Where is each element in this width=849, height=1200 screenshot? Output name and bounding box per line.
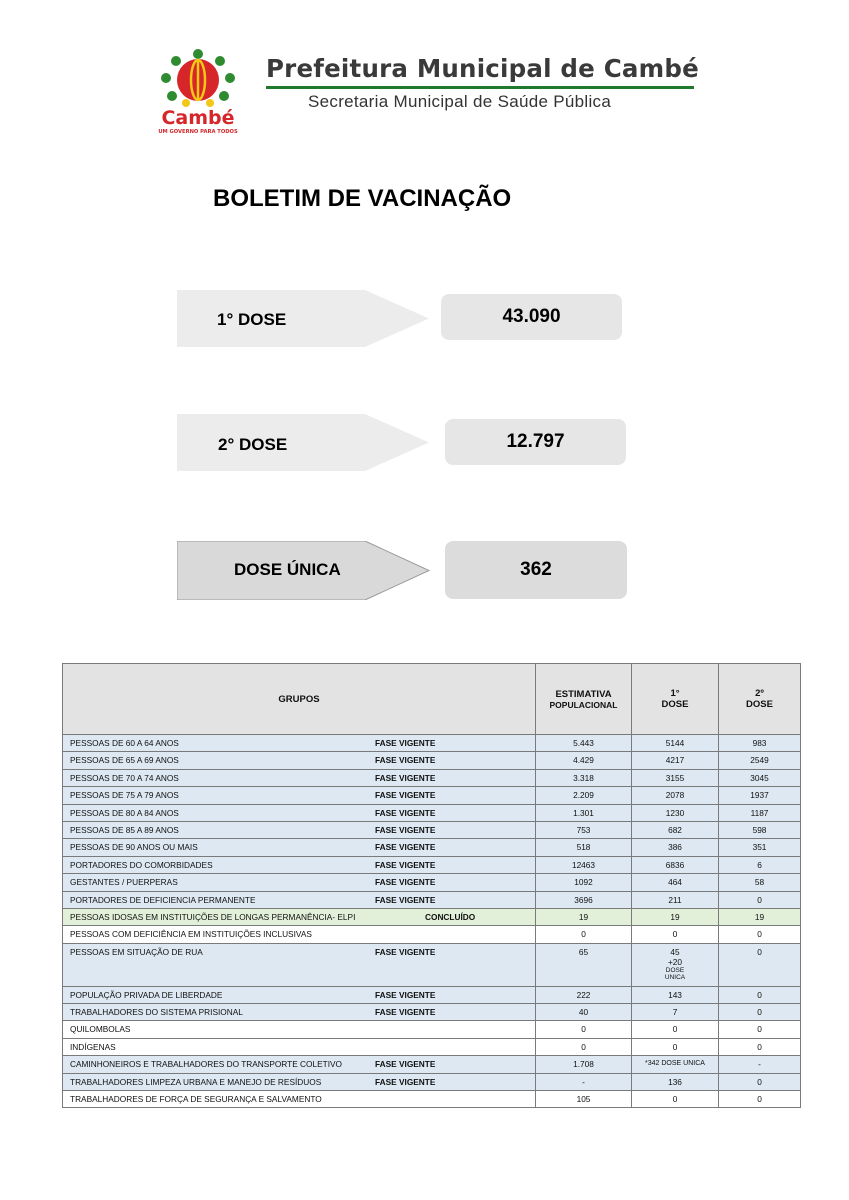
dose2-cell — [719, 874, 801, 891]
groups-header: GRUPOS — [63, 664, 536, 735]
group-name: TRABALHADORES LIMPEZA URBANA E MANEJO DE RESÍDUOS — [70, 1076, 322, 1087]
dose1-value: 386 — [668, 842, 682, 853]
dose1-cell — [632, 1091, 719, 1108]
dose1-value: 0 — [672, 1024, 678, 1035]
dose2-cell — [719, 1056, 801, 1073]
dose2-value: 0 — [757, 1094, 762, 1105]
dose1-cell — [632, 839, 719, 856]
dose2-cell — [719, 943, 801, 986]
dose1-value: 682 — [668, 824, 682, 835]
group-cell — [63, 787, 536, 804]
dose2-cell — [719, 787, 801, 804]
group-cell — [63, 908, 536, 925]
table-row — [63, 874, 801, 891]
group-name: POPULAÇÃO PRIVADA DE LIBERDADE — [70, 989, 223, 1000]
table-row — [63, 908, 801, 925]
dose1-value: 45 — [670, 946, 680, 957]
dose1-cell — [632, 1021, 719, 1038]
estimate-cell — [536, 821, 632, 838]
estimate-value: 19 — [578, 911, 589, 922]
dose1-cell — [632, 943, 719, 986]
table-row — [63, 1091, 801, 1108]
dose1-cell — [632, 1073, 719, 1090]
group-cell — [63, 986, 536, 1003]
estimate-value: 518 — [576, 842, 591, 853]
table-header-row — [63, 664, 801, 735]
estimate-cell — [536, 926, 632, 943]
dose1-value: 1230 — [665, 807, 685, 818]
dose1-cell — [632, 787, 719, 804]
dose1-value: 7 — [672, 1007, 678, 1018]
dose2-value: 351 — [752, 842, 767, 853]
dose1-cell — [632, 735, 719, 752]
estimate-value: 5.443 — [573, 738, 594, 748]
estimate-cell — [536, 804, 632, 821]
estimate-cell — [536, 908, 632, 925]
dose2-cell — [719, 1021, 801, 1038]
dose2-cell — [719, 752, 801, 769]
estimate-header-line1: ESTIMATIVA — [555, 688, 612, 700]
estimate-value: 222 — [576, 989, 591, 1000]
dose2-value: 598 — [752, 824, 767, 835]
table-row — [63, 752, 801, 769]
group-name: PESSOAS DE 70 A 74 ANOS — [70, 772, 179, 783]
group-cell — [63, 735, 536, 752]
dose1-value: 5144 — [665, 738, 685, 748]
dose2-cell — [719, 1091, 801, 1108]
dose2-value: 0 — [757, 989, 762, 1000]
table-row — [63, 1021, 801, 1038]
dose1-value: 143 — [668, 989, 682, 1000]
estimate-cell — [536, 856, 632, 873]
group-cell — [63, 1004, 536, 1021]
estimate-cell — [536, 891, 632, 908]
group-name: PESSOAS DE 80 A 84 ANOS — [70, 807, 179, 818]
dose1-cell — [632, 1056, 719, 1073]
phase-status: FASE VIGENTE — [375, 824, 436, 835]
dose2-cell — [719, 926, 801, 943]
estimate-value: 0 — [581, 1024, 586, 1035]
dose1-cell — [632, 874, 719, 891]
table-row — [63, 804, 801, 821]
group-name: INDÍGENAS — [70, 1041, 116, 1052]
dose1-header — [632, 664, 719, 735]
dose1-cell — [632, 769, 719, 786]
dose1-value: 4217 — [665, 755, 685, 766]
group-cell — [63, 856, 536, 873]
group-cell — [63, 1091, 536, 1108]
group-cell — [63, 821, 536, 838]
dose1-cell — [632, 1038, 719, 1055]
single-dose-label: DOSE ÚNICA — [234, 560, 341, 579]
dose2-value: 0 — [757, 894, 762, 905]
dose1-cell — [632, 986, 719, 1003]
dose2-header-line1: 2º — [755, 688, 764, 699]
estimate-value: 40 — [578, 1007, 589, 1018]
group-cell — [63, 769, 536, 786]
table-row — [63, 943, 801, 986]
table-row — [63, 926, 801, 943]
phase-status — [375, 1091, 535, 1107]
dose2-cell — [719, 839, 801, 856]
dose2-header — [719, 664, 801, 735]
phase-status: CONCLUÍDO — [425, 911, 476, 922]
dose2-cell — [719, 891, 801, 908]
estimate-value: 65 — [578, 946, 589, 957]
estimate-cell — [536, 839, 632, 856]
phase-status: FASE VIGENTE — [375, 1007, 436, 1018]
dose2-header-line2: DOSE — [746, 699, 773, 710]
dose1-cell — [632, 752, 719, 769]
group-name: TRABALHADORES DO SISTEMA PRISIONAL — [70, 1007, 243, 1018]
table-row — [63, 787, 801, 804]
dose2-value: 0 — [757, 1041, 762, 1052]
svg-text:Cambé: Cambé — [161, 107, 235, 129]
group-name: CAMINHONEIROS E TRABALHADORES DO TRANSPORTE COLETIVO — [70, 1059, 343, 1070]
phase-status: FASE VIGENTE — [375, 842, 436, 853]
phase-status: FASE VIGENTE — [375, 807, 436, 818]
phase-status: FASE VIGENTE — [375, 1076, 436, 1087]
estimate-value: 0 — [581, 929, 586, 940]
group-cell — [63, 943, 536, 986]
svg-text:UM GOVERNO PARA TODOS: UM GOVERNO PARA TODOS — [158, 129, 238, 135]
estimate-cell — [536, 1091, 632, 1108]
dose1-cell — [632, 821, 719, 838]
estimate-cell — [536, 752, 632, 769]
dose1-header-line2: DOSE — [661, 699, 689, 710]
estimate-cell — [536, 1004, 632, 1021]
estimate-cell — [536, 1038, 632, 1055]
second-dose-value: 12.797 — [445, 419, 626, 465]
dose1-value: 136 — [668, 1076, 682, 1087]
dose2-cell — [719, 735, 801, 752]
estimate-cell — [536, 787, 632, 804]
dose2-cell — [719, 1073, 801, 1090]
group-cell — [63, 752, 536, 769]
group-name: PESSOAS DE 60 A 64 ANOS — [70, 738, 179, 748]
dose1-cell — [632, 1004, 719, 1021]
dose1-value: 464 — [668, 877, 682, 888]
dose1-value: 0 — [672, 929, 678, 940]
phase-status: FASE VIGENTE — [375, 877, 436, 888]
group-name: PESSOAS COM DEFICIÊNCIA EM INSTITUIÇÕES INCLUSIVAS — [70, 929, 312, 940]
group-cell — [63, 1021, 536, 1038]
estimate-value: 12463 — [571, 859, 596, 870]
dose2-value: 0 — [757, 1024, 762, 1035]
group-cell — [63, 891, 536, 908]
dose2-value: 58 — [754, 877, 765, 888]
dose1-value: 2078 — [665, 790, 685, 801]
group-name: PORTADORES DE DEFICIENCIA PERMANENTE — [70, 894, 256, 905]
estimate-value: 3696 — [574, 894, 593, 905]
first-dose-value: 43.090 — [441, 294, 622, 340]
dose1-extra: +20 — [667, 956, 683, 967]
dose2-value: 0 — [757, 929, 762, 940]
estimate-value: 4.429 — [573, 755, 594, 766]
table-row — [63, 856, 801, 873]
second-dose-label: 2° DOSE — [218, 435, 288, 454]
phase-status: FASE VIGENTE — [375, 894, 436, 905]
group-cell — [63, 926, 536, 943]
phase-status: FASE VIGENTE — [375, 772, 436, 783]
table-row — [63, 891, 801, 908]
dose2-cell — [719, 908, 801, 925]
dose2-value: 3045 — [750, 772, 769, 783]
dose1-cell — [632, 891, 719, 908]
estimate-value: 753 — [576, 824, 591, 835]
estimate-value: 1.301 — [573, 807, 594, 818]
phase-status: FASE VIGENTE — [375, 859, 436, 870]
group-cell — [63, 839, 536, 856]
dose2-cell — [719, 821, 801, 838]
estimate-value: 105 — [576, 1094, 591, 1105]
first-dose-arrow — [177, 290, 432, 347]
dose2-value: - — [758, 1059, 761, 1070]
phase-status: FASE VIGENTE — [375, 946, 436, 957]
header-divider — [266, 86, 694, 89]
phase-status: FASE VIGENTE — [375, 755, 436, 766]
phase-status: FASE VIGENTE — [375, 989, 436, 1000]
dose2-value: 2549 — [750, 755, 769, 766]
phase-status — [375, 1039, 535, 1055]
estimate-value: - — [582, 1076, 585, 1087]
dose1-cell — [632, 908, 719, 925]
group-name: TRABALHADORES DE FORÇA DE SEGURANÇA E SALVAMENTO — [70, 1094, 322, 1105]
estimate-cell — [536, 1056, 632, 1073]
dose2-value: 1187 — [750, 807, 769, 818]
estimate-cell — [536, 943, 632, 986]
table-row — [63, 1056, 801, 1073]
group-name: QUILOMBOLAS — [70, 1024, 131, 1035]
estimate-value: 0 — [581, 1041, 586, 1052]
dose1-value: *342 DOSE UNICA — [645, 1060, 705, 1068]
org-title: Prefeitura Municipal de Cambé — [266, 54, 699, 83]
dose1-cell — [632, 926, 719, 943]
group-cell — [63, 1073, 536, 1090]
estimate-value: 1.708 — [573, 1059, 594, 1070]
phase-status — [375, 1021, 535, 1037]
dose1-value: 211 — [668, 894, 682, 905]
estimate-value: 1092 — [574, 877, 593, 888]
dose2-value: 0 — [757, 1007, 762, 1018]
estimate-cell — [536, 874, 632, 891]
dose2-value: 0 — [757, 946, 762, 957]
dose1-value: 0 — [672, 1041, 678, 1052]
estimate-header — [536, 664, 632, 735]
estimate-header-line2: POPULACIONAL — [549, 699, 618, 710]
group-name: PESSOAS DE 75 A 79 ANOS — [70, 790, 179, 801]
single-dose-value: 362 — [445, 541, 627, 599]
table-row — [63, 769, 801, 786]
page-title: BOLETIM DE VACINAÇÃO — [213, 185, 512, 212]
dose1-value: 19 — [670, 911, 680, 922]
table-row — [63, 735, 801, 752]
dose1-value: 0 — [672, 1094, 678, 1105]
dose1-note: DOSE — [665, 966, 685, 974]
group-name: PESSOAS IDOSAS EM INSTITUIÇÕES DE LONGAS PERMANÊNCIA- ELPI — [70, 911, 356, 922]
cambe-logo — [150, 48, 246, 136]
group-name: PESSOAS DE 65 A 69 ANOS — [70, 755, 179, 766]
estimate-cell — [536, 1073, 632, 1090]
estimate-cell — [536, 986, 632, 1003]
table-row — [63, 1038, 801, 1055]
estimate-cell — [536, 769, 632, 786]
phase-status: FASE VIGENTE — [375, 790, 436, 801]
dose2-value: 6 — [757, 859, 762, 870]
estimate-cell — [536, 735, 632, 752]
dose1-header-line1: 1° — [670, 688, 680, 699]
dose2-value: 1937 — [750, 790, 769, 801]
dose2-cell — [719, 1038, 801, 1055]
phase-status: FASE VIGENTE — [375, 738, 436, 748]
dose2-value: 983 — [752, 738, 767, 748]
group-name: PESSOAS EM SITUAÇÃO DE RUA — [70, 946, 203, 957]
group-cell — [63, 804, 536, 821]
group-name: PORTADORES DO COMORBIDADES — [70, 859, 213, 870]
table-row — [63, 821, 801, 838]
phase-status: FASE VIGENTE — [375, 1059, 436, 1070]
dose2-cell — [719, 986, 801, 1003]
group-name: GESTANTES / PUERPERAS — [70, 877, 178, 888]
dose2-cell — [719, 856, 801, 873]
group-cell — [63, 874, 536, 891]
estimate-value: 3.318 — [573, 772, 594, 783]
group-name: PESSOAS DE 90 ANOS OU MAIS — [70, 842, 198, 853]
vaccination-table — [62, 663, 801, 1108]
group-cell — [63, 1056, 536, 1073]
dose2-value: 19 — [754, 911, 765, 922]
first-dose-label: 1° DOSE — [217, 310, 287, 329]
dose2-cell — [719, 804, 801, 821]
dose1-note: UNICA — [664, 973, 686, 981]
table-row — [63, 839, 801, 856]
table-row — [63, 986, 801, 1003]
estimate-cell — [536, 1021, 632, 1038]
estimate-value: 2.209 — [573, 790, 594, 801]
dose2-cell — [719, 769, 801, 786]
group-name: PESSOAS DE 85 A 89 ANOS — [70, 824, 179, 835]
second-dose-arrow — [177, 414, 432, 471]
group-cell — [63, 1038, 536, 1055]
phase-status — [375, 926, 535, 942]
dose1-cell — [632, 856, 719, 873]
table-row — [63, 1004, 801, 1021]
table-row — [63, 1073, 801, 1090]
dose2-value: 0 — [757, 1076, 762, 1087]
dose1-value: 6836 — [665, 859, 685, 870]
dose1-cell — [632, 804, 719, 821]
dose2-cell — [719, 1004, 801, 1021]
org-subtitle: Secretaria Municipal de Saúde Pública — [308, 92, 612, 111]
dose1-value: 3155 — [665, 772, 685, 783]
